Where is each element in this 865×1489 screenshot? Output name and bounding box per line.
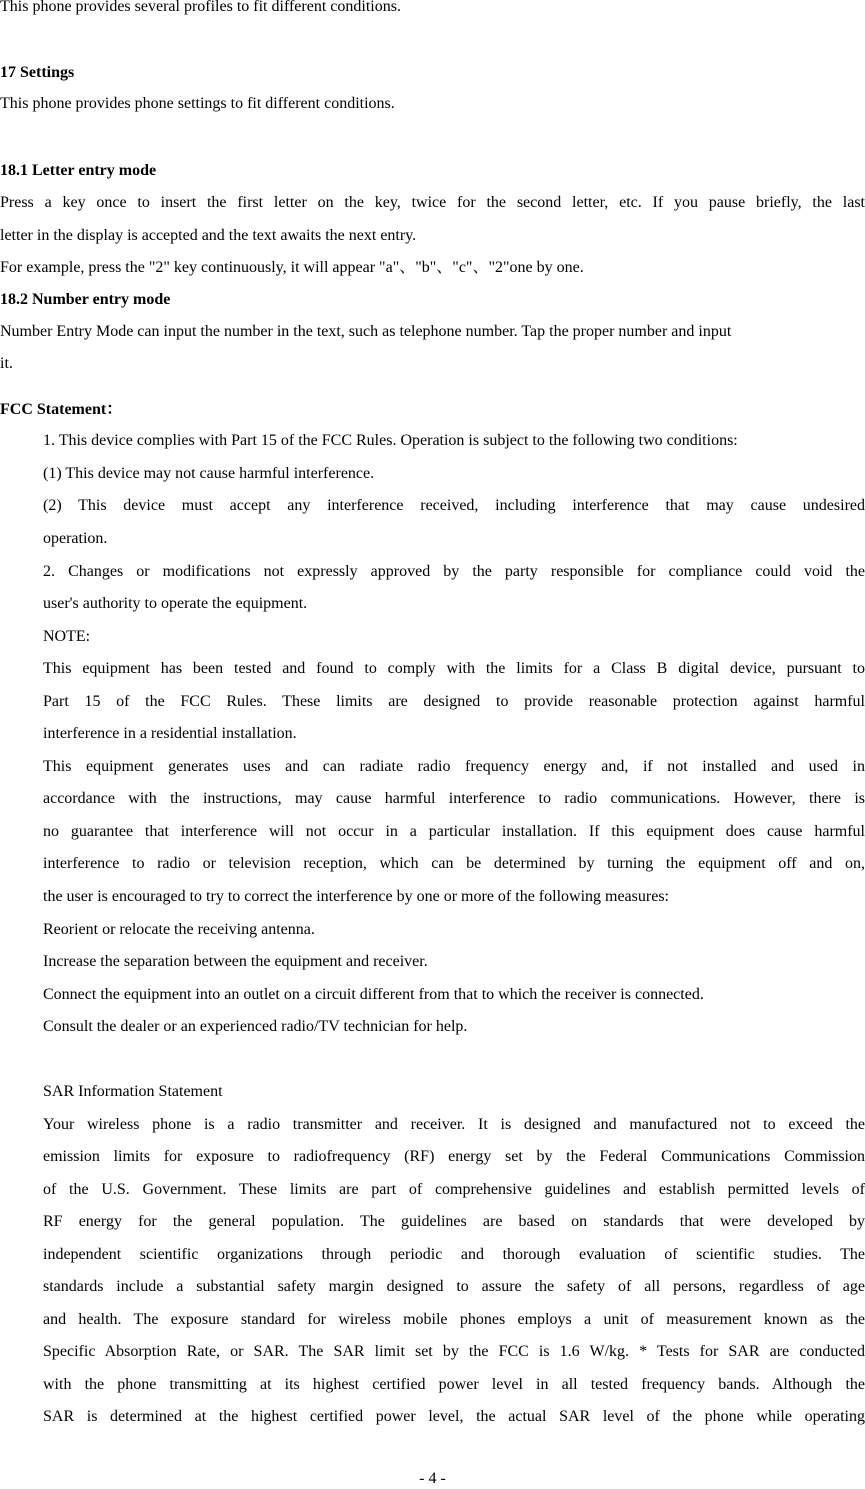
sar-heading: SAR Information Statement — [43, 1083, 223, 1100]
fcc-line: interference in a residential installation. — [43, 725, 297, 742]
fcc-line: no guarantee that interference will not occur in a particular installation. If this equipment does cause harmful — [43, 823, 865, 840]
sar-line: emission limits for exposure to radiofrequency (RF) energy set by the Federal Communications Commission — [43, 1148, 865, 1165]
letter-entry-paragraph-line: letter in the display is accepted and the text awaits the next entry. — [0, 227, 417, 244]
profiles-text: This phone provides several profiles to fit different conditions. — [0, 0, 401, 15]
sar-line: of the U.S. Government. These limits are part of comprehensive guidelines and establish permitted levels of — [43, 1181, 865, 1198]
fcc-line: interference to radio or television reception, which can be determined by turning the equipment off and on, — [43, 855, 865, 872]
page-number: - 4 - — [419, 1470, 446, 1487]
fcc-line: user's authority to operate the equipment. — [43, 595, 308, 612]
letter-entry-heading: 18.1 Letter entry mode — [0, 162, 157, 179]
sar-line: RF energy for the general population. The guidelines are based on standards that were developed by — [43, 1213, 865, 1230]
fcc-line: the user is encouraged to try to correct the interference by one or more of the following measures: — [43, 888, 669, 905]
fcc-line: (1) This device may not cause harmful interference. — [43, 465, 375, 482]
fcc-line: accordance with the instructions, may cause harmful interference to radio communications. However, there is — [43, 790, 865, 807]
sar-line: SAR is determined at the highest certified power level, the actual SAR level of the phone while operating — [43, 1408, 865, 1425]
fcc-measure: Connect the equipment into an outlet on a circuit different from that to which the receiver is connected. — [43, 986, 704, 1003]
sar-line: Your wireless phone is a radio transmitter and receiver. It is designed and manufactured not to exceed the — [43, 1116, 865, 1133]
fcc-line: operation. — [43, 530, 108, 547]
fcc-measure: Increase the separation between the equipment and receiver. — [43, 953, 428, 970]
sar-line: and health. The exposure standard for wireless mobile phones employs a unit of measurement known as the — [43, 1311, 865, 1328]
fcc-line: Part 15 of the FCC Rules. These limits are designed to provide reasonable protection against harmful — [43, 693, 865, 710]
settings-text: This phone provides phone settings to fit different conditions. — [0, 95, 395, 112]
sar-line: Specific Absorption Rate, or SAR. The SAR limit set by the FCC is 1.6 W/kg. * Tests for SAR are conducted — [43, 1343, 865, 1360]
sar-line: independent scientific organizations through periodic and thorough evaluation of scientific studies. The — [43, 1246, 865, 1263]
fcc-line: 1. This device complies with Part 15 of the FCC Rules. Operation is subject to the following two conditions: — [43, 432, 738, 449]
letter-entry-paragraph-line: Press a key once to insert the first letter on the key, twice for the second letter, etc. If you pause briefly, the last — [0, 194, 865, 211]
fcc-line: (2) This device must accept any interference received, including interference that may cause undesired — [43, 497, 865, 514]
number-entry-paragraph-line: Number Entry Mode can input the number in the text, such as telephone number. Tap the proper number and input — [0, 323, 732, 340]
settings-heading: 17 Settings — [0, 64, 75, 81]
sar-line: standards include a substantial safety margin designed to assure the safety of all persons, regardless of age — [43, 1278, 865, 1295]
number-entry-heading: 18.2 Number entry mode — [0, 291, 171, 308]
fcc-measure: Consult the dealer or an experienced radio/TV technician for help. — [43, 1018, 468, 1035]
fcc-heading: FCC Statement： — [0, 401, 123, 418]
fcc-line: 2. Changes or modifications not expressly approved by the party responsible for compliance could void the — [43, 563, 865, 580]
fcc-line: This equipment has been tested and found to comply with the limits for a Class B digital device, pursuant to — [43, 660, 865, 677]
fcc-line: This equipment generates uses and can radiate radio frequency energy and, if not installed and used in — [43, 758, 865, 775]
number-entry-paragraph-line: it. — [0, 355, 13, 372]
fcc-note-label: NOTE: — [43, 628, 91, 645]
sar-line: with the phone transmitting at its highest certified power level in all tested frequency bands. Although the — [43, 1376, 865, 1393]
letter-entry-example: For example, press the "2" key continuously, it will appear "a"、"b"、"c"、"2"one by one. — [0, 259, 584, 276]
fcc-measure: Reorient or relocate the receiving antenna. — [43, 921, 315, 938]
